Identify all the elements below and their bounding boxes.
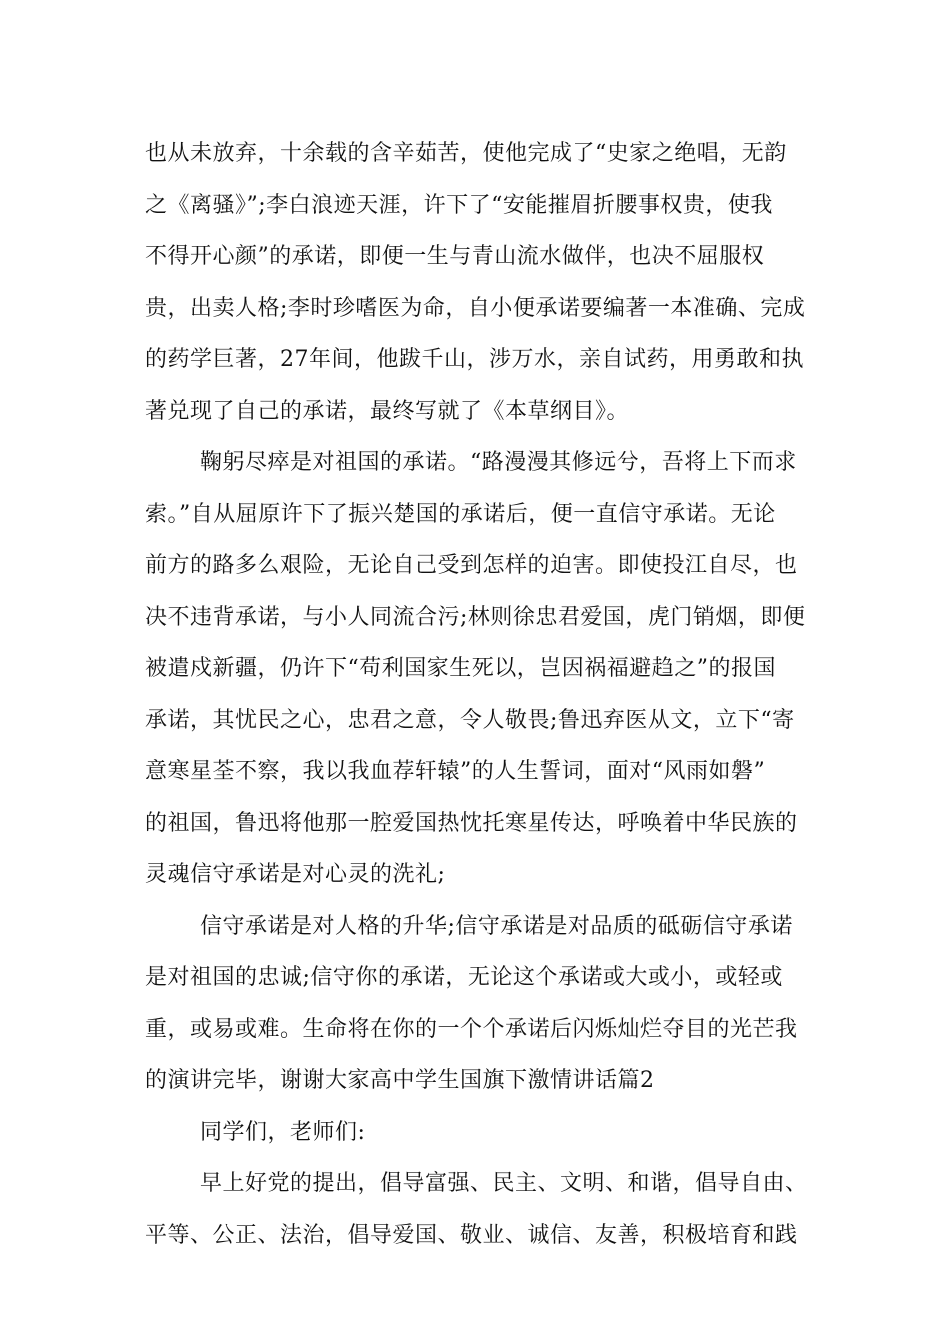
text-line: 也从未放弃，十余载的含辛茹苦，使他完成了“史家之绝唱，无韵 [145, 141, 787, 166]
paragraph-first-line: 鞠躬尽瘁是对祖国的承诺。“路漫漫其修远兮，吾将上下而求 [200, 450, 797, 475]
text-line: 的演讲完毕，谢谢大家高中学生国旗下激情讲话篇2 [145, 1068, 655, 1093]
text-line: 不得开心颜”的承诺，即便一生与青山流水做伴，也决不屈服权 [145, 244, 765, 269]
greeting-line: 同学们，老师们: [200, 1119, 366, 1145]
text-line: 是对祖国的忠诚;信守你的承诺，无论这个承诺或大或小，或轻或 [145, 965, 783, 990]
text-line: 决不违背承诺，与小人同流合污;林则徐忠君爱国，虎门销烟，即便 [145, 604, 806, 630]
text-line: 被遣戍新疆，仍许下“苟利国家生死以，岂因祸福避趋之”的报国 [145, 656, 776, 681]
text-line: 承诺，其忧民之心，忠君之意，令人敬畏;鲁迅弃医从文，立下“寄 [145, 707, 795, 733]
text-line: 贵，出卖人格;李时珍嗜医为命，自小便承诺要编著一本准确、完成 [145, 295, 806, 321]
text-line: 的药学巨著，27年间，他跋千山，涉万水，亲自试药，用勇敢和执 [145, 347, 804, 372]
text-line: 著兑现了自己的承诺，最终写就了《本草纲目》。 [145, 398, 630, 424]
text-line: 意寒星荃不察，我以我血荐轩辕”的人生誓词，面对“风雨如磐” [145, 759, 766, 784]
text-line: 索。”自从屈原许下了振兴楚国的承诺后，便一直信守承诺。无论 [145, 501, 776, 527]
text-line: 前方的路多么艰险，无论自己受到怎样的迫害。即使投江自尽，也 [145, 553, 798, 578]
text-line: 的祖国，鲁迅将他那一腔爱国热忱托寒星传达，呼唤着中华民族的 [145, 810, 798, 836]
document-body [145, 128, 810, 1261]
paragraph-first-line: 信守承诺是对人格的升华;信守承诺是对品质的砥砺信守承诺 [200, 913, 793, 939]
text-line: 灵魂信守承诺是对心灵的洗礼; [145, 862, 446, 887]
paragraph-first-line: 早上好党的提出，倡导富强、民主、文明、和谐，倡导自由、 [200, 1171, 808, 1196]
text-line: 重，或易或难。生命将在你的一个个承诺后闪烁灿烂夺目的光芒我 [145, 1016, 798, 1042]
text-line: 之《离骚》”;李白浪迹天涯，许下了“安能摧眉折腰事权贵，使我 [145, 192, 773, 218]
text-line: 平等、公正、法治，倡导爱国、敬业、诚信、友善，积极培育和践 [145, 1222, 798, 1248]
